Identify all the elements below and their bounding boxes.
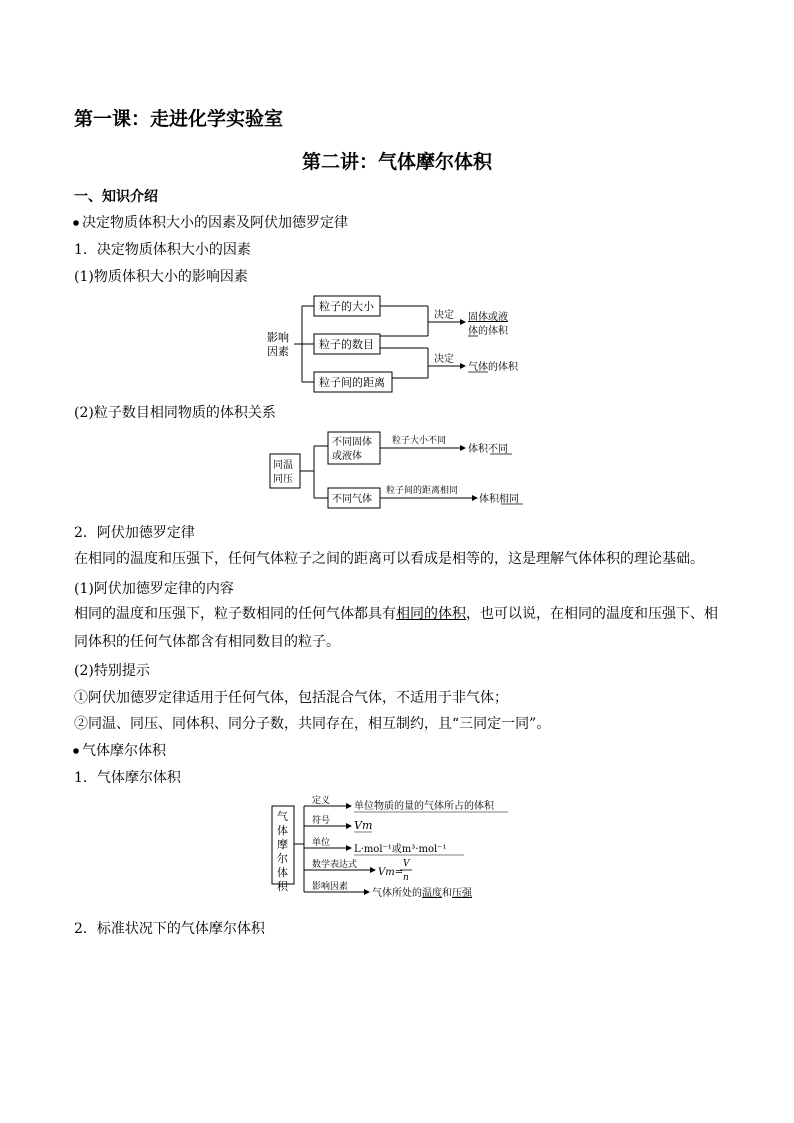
diagram1-root-line2: 因素 (267, 345, 289, 358)
decide-label-1: 决定 (434, 310, 454, 321)
part2-heading: 气体摩尔体积 (82, 743, 166, 759)
part2-item1: 1．气体摩尔体积 (74, 770, 181, 786)
part1-sub3: (1)阿伏加德罗定律的内容 (74, 581, 234, 597)
d3-b5-text: 气体所处的温度和压强 (372, 888, 472, 899)
law-text-before: 相同的温度和压强下，粒子数相同的任何气体都具有 (74, 606, 396, 622)
d3-b4-label: 数学表达式 (312, 860, 358, 870)
part2-item2: 2．标准状况下的气体摩尔体积 (74, 921, 265, 937)
svg-text:体: 体 (277, 866, 288, 879)
diagram-same-particle-count (268, 428, 532, 510)
d3-b1-text: 单位物质的量的气体所占的体积 (354, 801, 494, 812)
lecture-title: 第二讲：气体摩尔体积 (301, 151, 492, 173)
bullet-icon (73, 748, 79, 754)
section-heading-knowledge: 一、知识介绍 (74, 189, 158, 205)
result-solid-liquid-line1: 固体或液 (468, 312, 508, 323)
part1-heading: 决定物质体积大小的因素及阿伏加德罗定律 (82, 215, 348, 231)
factor-size-label: 粒子的大小 (319, 300, 374, 313)
d2-root-line1: 同温 (273, 460, 293, 471)
part1-item2: 2．阿伏加德罗定律 (74, 525, 195, 541)
part1-item1: 1．决定物质体积大小的因素 (74, 242, 251, 258)
part1-sub4: (2)特别提示 (74, 663, 150, 679)
diagram1-root-line1: 影响 (267, 331, 289, 344)
bullet-icon (73, 220, 79, 226)
svg-text:摩: 摩 (277, 838, 288, 851)
diagram-molar-volume (268, 792, 508, 908)
d3-b2-label: 符号 (312, 816, 331, 826)
result-gas-volume: 气体的体积 (468, 362, 518, 373)
law-text-underlined: 相同的体积 (396, 606, 466, 622)
part1-heading-row (72, 212, 348, 232)
d3-b4-den: n (403, 873, 409, 883)
d3-b3-text: L·mol⁻¹或m³·mol⁻¹ (354, 844, 447, 855)
avogadro-law-paragraph (74, 600, 724, 656)
d2-case1-result: 体积不同 (468, 444, 508, 455)
part2-heading-row (72, 740, 166, 760)
d2-case2-label: 不同气体 (332, 494, 372, 505)
svg-text:体: 体 (277, 824, 288, 837)
result-solid-liquid-line2: 体的体积 (468, 326, 508, 337)
d3-b3-label: 单位 (312, 838, 331, 848)
d3-b4-lhs: Vm= (378, 867, 404, 878)
d2-case2-result: 体积相同 (479, 494, 519, 505)
tip-2: ②同温、同压、同体积、同分子数，共同存在，相互制约，且“三同定一同”。 (74, 716, 551, 732)
law-text-after: ，也可以说，在相同的温度和压强下、相同体积的任何气体都含有相同数目的粒子。 (74, 606, 718, 650)
d2-case1-line1: 不同固体 (332, 437, 372, 448)
factor-number-label: 粒子的数目 (319, 338, 374, 351)
d2-case1-arrow-label: 粒子大小不同 (392, 436, 447, 446)
part1-sub2: (2)粒子数目相同物质的体积关系 (74, 405, 276, 421)
d2-case2-arrow-label: 粒子间的距离相同 (386, 486, 459, 496)
d3-b1-label: 定义 (312, 796, 331, 806)
part1-item2-text: 在相同的温度和压强下，任何气体粒子之间的距离可以看成是相等的，这是理解气体体积的理论基础。 (74, 551, 704, 567)
d3-b4-num: V (403, 859, 410, 869)
factor-distance-label: 粒子间的距离 (319, 376, 385, 389)
part1-sub1: (1)物质体积大小的影响因素 (74, 269, 248, 285)
d3-b5-label: 影响因素 (312, 882, 349, 892)
svg-text:气: 气 (277, 810, 288, 823)
diagram-volume-factors (260, 292, 540, 394)
d2-root-line2: 同压 (273, 474, 293, 485)
d2-case1-line2: 或液体 (332, 451, 362, 462)
svg-text:尔: 尔 (277, 852, 288, 865)
d3-root-text (277, 809, 289, 893)
document-title: 第一课：走进化学实验室 (74, 108, 284, 130)
decide-label-2: 决定 (434, 354, 454, 365)
svg-text:积: 积 (277, 880, 288, 893)
tip-1: ①阿伏加德罗定律适用于任何气体，包括混合气体，不适用于非气体； (74, 690, 508, 706)
d3-b2-text: Vm (354, 819, 373, 832)
